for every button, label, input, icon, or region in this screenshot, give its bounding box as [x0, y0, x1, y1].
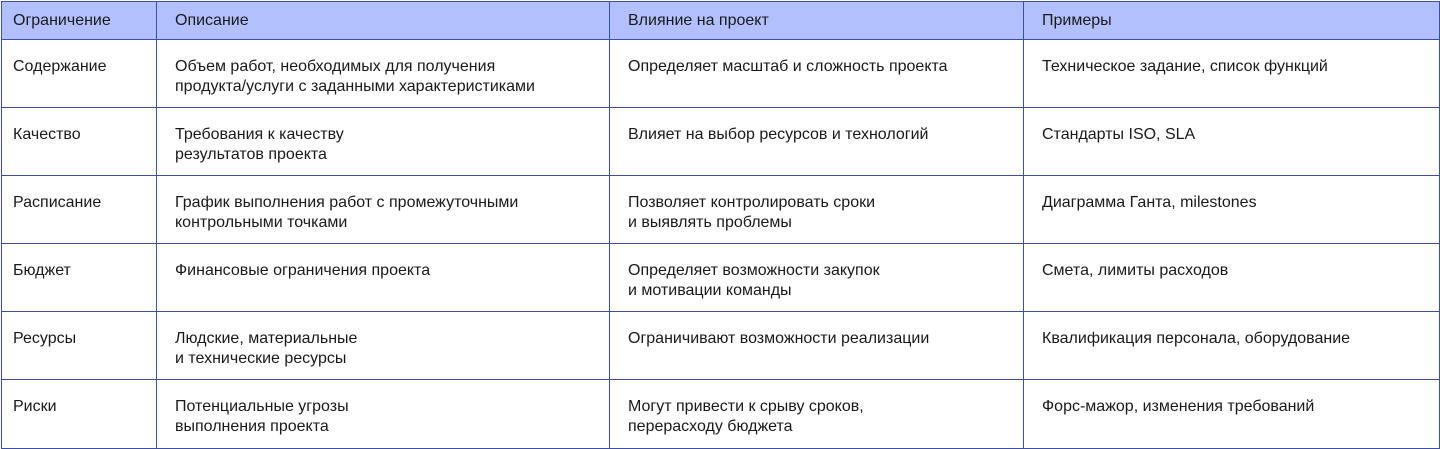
cell-examples: Диаграмма Ганта, milestones	[1024, 176, 1440, 244]
cell-line: Людские, материальные	[175, 330, 358, 347]
cell-line: Потенциальные угрозы	[175, 398, 349, 415]
header-description: Описание	[157, 2, 610, 40]
cell-impact	[610, 244, 1024, 312]
cell-line: Позволяет контролировать сроки	[628, 194, 876, 211]
cell-line: Ограничивают возможности реализации	[628, 330, 930, 347]
cell-examples: Смета, лимиты расходов	[1024, 244, 1440, 312]
table-body	[2, 40, 1440, 449]
cell-impact	[610, 176, 1024, 244]
cell-description	[157, 312, 610, 380]
table-row	[2, 40, 1440, 108]
header-impact: Влияние на проект	[610, 2, 1024, 40]
cell-line: График выполнения работ с промежуточными	[175, 194, 519, 211]
cell-line: контрольными точками	[175, 214, 348, 231]
cell-constraint: Расписание	[2, 176, 157, 244]
header-constraint: Ограничение	[2, 2, 157, 40]
cell-line: и технические ресурсы	[175, 350, 347, 367]
cell-constraint: Ресурсы	[2, 312, 157, 380]
cell-examples: Форс-мажор, изменения требований	[1024, 380, 1440, 449]
cell-line: и выявлять проблемы	[628, 214, 792, 231]
table-row	[2, 176, 1440, 244]
cell-line: Финансовые ограничения проекта	[175, 262, 431, 279]
cell-line: Требования к качеству	[175, 126, 344, 143]
cell-line: Определяет возможности закупок	[628, 262, 880, 279]
table-row	[2, 312, 1440, 380]
cell-description	[157, 176, 610, 244]
table-row	[2, 244, 1440, 312]
cell-examples: Стандарты ISO, SLA	[1024, 108, 1440, 176]
cell-examples: Квалификация персонала, оборудование	[1024, 312, 1440, 380]
cell-line: продукта/услуги с заданными характеристиками	[175, 78, 535, 95]
header-row	[2, 2, 1440, 40]
cell-line: Могут привести к срыву сроков,	[628, 398, 864, 415]
cell-description	[157, 108, 610, 176]
table-row	[2, 108, 1440, 176]
cell-constraint: Риски	[2, 380, 157, 449]
cell-description	[157, 380, 610, 449]
cell-impact	[610, 40, 1024, 108]
cell-line: результатов проекта	[175, 146, 327, 163]
cell-constraint: Бюджет	[2, 244, 157, 312]
cell-constraint: Содержание	[2, 40, 157, 108]
cell-line: выполнения проекта	[175, 418, 329, 435]
table-row	[2, 380, 1440, 449]
cell-examples: Техническое задание, список функций	[1024, 40, 1440, 108]
table-header	[2, 2, 1440, 40]
cell-description	[157, 40, 610, 108]
cell-description	[157, 244, 610, 312]
cell-line: Влияет на выбор ресурсов и технологий	[628, 126, 929, 143]
cell-line: перерасходу бюджета	[628, 418, 793, 435]
cell-impact	[610, 312, 1024, 380]
cell-line: и мотивации команды	[628, 282, 792, 299]
constraints-table	[1, 1, 1440, 449]
cell-line: Объем работ, необходимых для получения	[175, 58, 496, 75]
cell-constraint: Качество	[2, 108, 157, 176]
header-examples: Примеры	[1024, 2, 1440, 40]
cell-line: Определяет масштаб и сложность проекта	[628, 58, 948, 75]
cell-impact	[610, 380, 1024, 449]
cell-impact	[610, 108, 1024, 176]
